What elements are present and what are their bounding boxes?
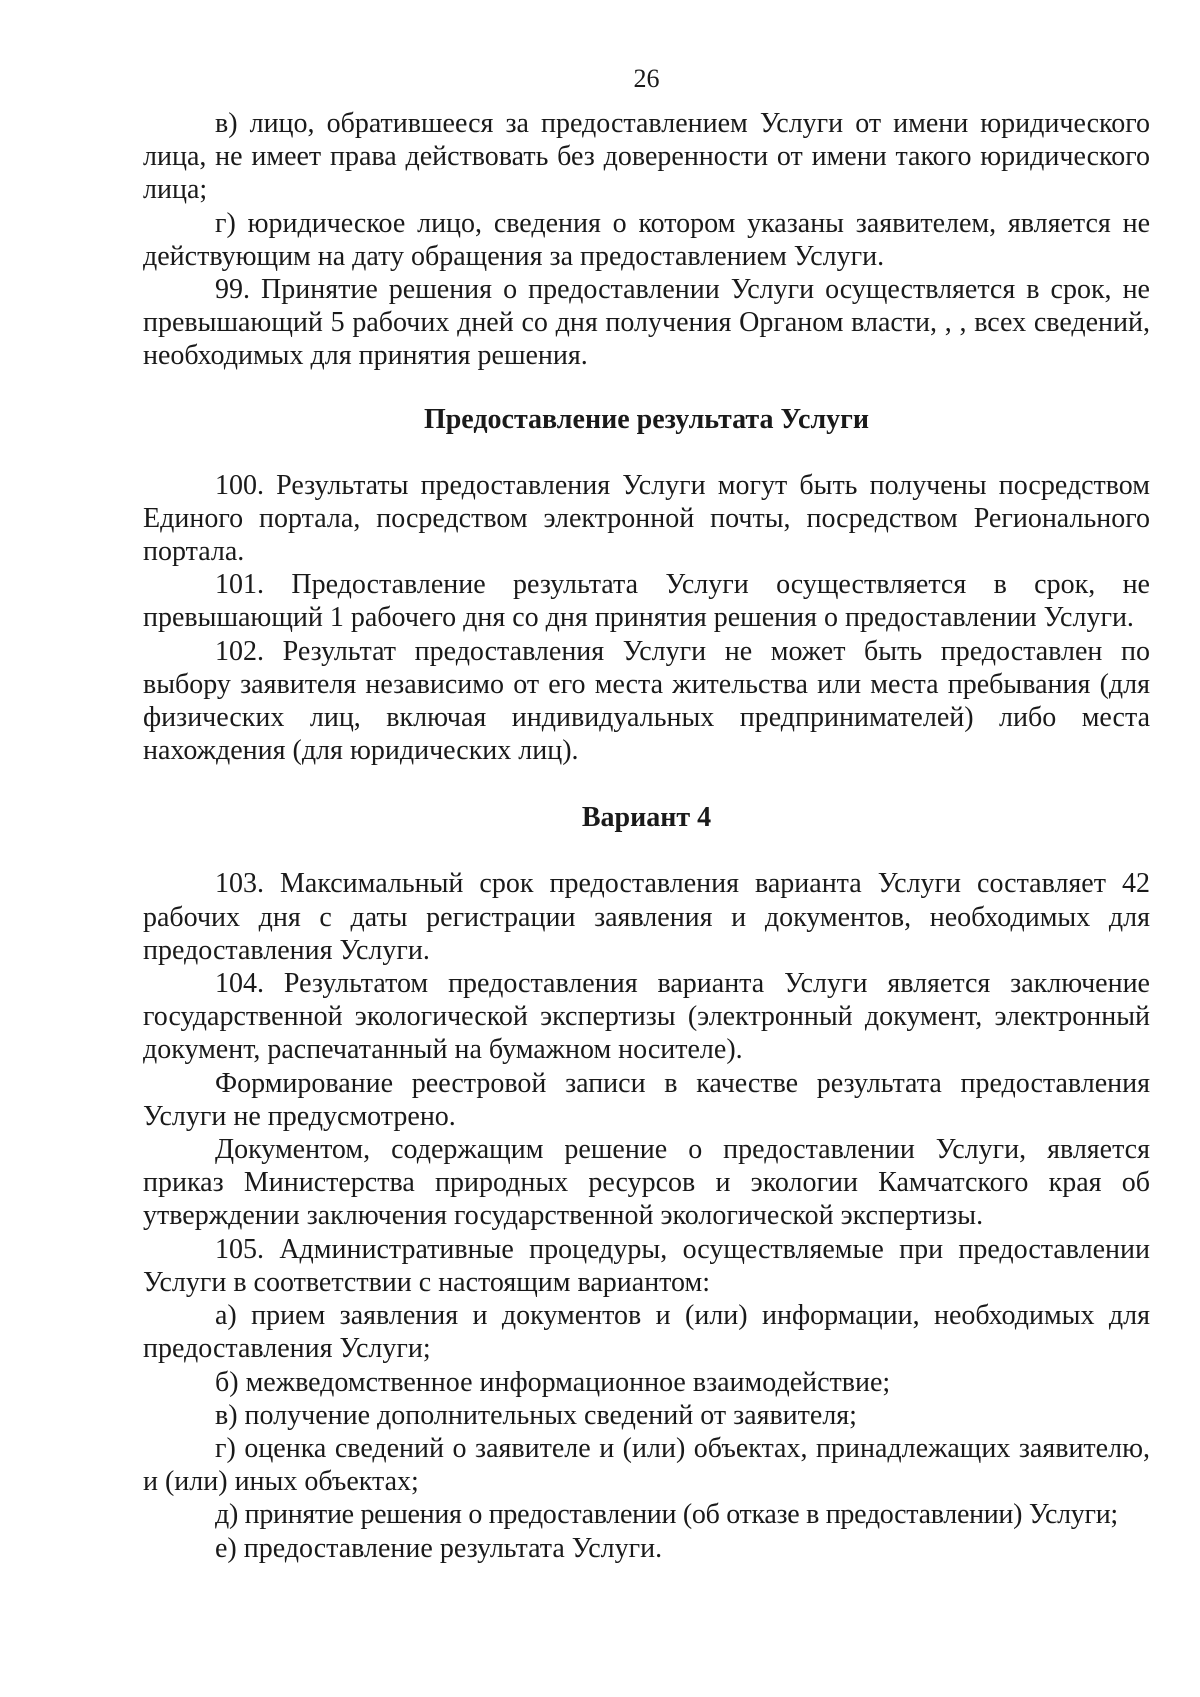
- document-page: [143, 62, 1150, 1565]
- list-item-a-application: а) прием заявления и документов и (или) информации, необходимых для предоставления Услуги;: [143, 1300, 1150, 1365]
- list-item-d-decision: д) принятие решения о предоставлении (об отказе в предоставлении) Услуги;: [215, 1499, 1118, 1531]
- section-heading-result: Предоставление результата Услуги: [423, 403, 870, 435]
- list-item-e-result: е) предоставление результата Услуги.: [215, 1532, 663, 1564]
- paragraph-103-max-term: 103. Максимальный срок предоставления варианта Услуги составляет 42 рабочих дня с даты регистрации заявления и документов, необходимых для предоставления Услуги.: [143, 868, 1150, 966]
- paragraph-100-result-channels: 100. Результаты предоставления Услуги могут быть получены посредством Единого портала, посредством электронной почты, посредством Регионального портала.: [143, 469, 1150, 568]
- paragraph-item-v-legal-entity-rep: в) лицо, обратившееся за предоставлением Услуги от имени юридического лица, не имеет права действовать без доверенности от имени такого юридического лица;: [143, 108, 1150, 206]
- paragraph-registry-record: Формирование реестровой записи в качестве результата предоставления Услуги не предусмотрено.: [143, 1067, 1150, 1132]
- paragraph-101-result-term: 101. Предоставление результата Услуги осуществляется в срок, не превышающий 1 рабочего дня со дня принятия решения о предоставлении Услуги.: [143, 569, 1150, 634]
- paragraph-99-decision-term: 99. Принятие решения о предоставлении Услуги осуществляется в срок, не превышающий 5 рабочих дней со дня получения Органом власти, , , всех сведений, необходимых для принятия решения.: [143, 274, 1150, 372]
- paragraph-104-result-type: 104. Результатом предоставления варианта Услуги является заключение государственной экологической экспертизы (электронный документ, электронный документ, распечатанный на бумажном носителе).: [143, 968, 1150, 1066]
- page-number: 26: [633, 64, 660, 93]
- list-item-b-interagency: б) межведомственное информационное взаимодействие;: [215, 1366, 891, 1398]
- list-item-g-assessment: г) оценка сведений о заявителе и (или) объектах, принадлежащих заявителю, и (или) иных объектах;: [143, 1432, 1150, 1498]
- list-item-v-additional-info: в) получение дополнительных сведений от заявителя;: [215, 1399, 857, 1431]
- section-heading-variant-4: Вариант 4: [581, 802, 712, 834]
- paragraph-105-procedures: 105. Административные процедуры, осуществляемые при предоставлении Услуги в соответствии с настоящим вариантом:: [143, 1233, 1150, 1298]
- paragraph-102-result-location: 102. Результат предоставления Услуги не может быть предоставлен по выбору заявителя независимо от его места жительства или места пребывания (для физических лиц, включая индивидуальных предпринимателей) либо места нахождения (для юридических лиц).: [143, 635, 1150, 767]
- paragraph-decision-document: Документом, содержащим решение о предоставлении Услуги, является приказ Министерства природных ресурсов и экологии Камчатского края об утверждении заключения государственной экологической экспертизы.: [143, 1134, 1150, 1232]
- paragraph-item-g-inactive-entity: г) юридическое лицо, сведения о котором указаны заявителем, является не действующим на дату обращения за предоставлением Услуги.: [143, 207, 1150, 272]
